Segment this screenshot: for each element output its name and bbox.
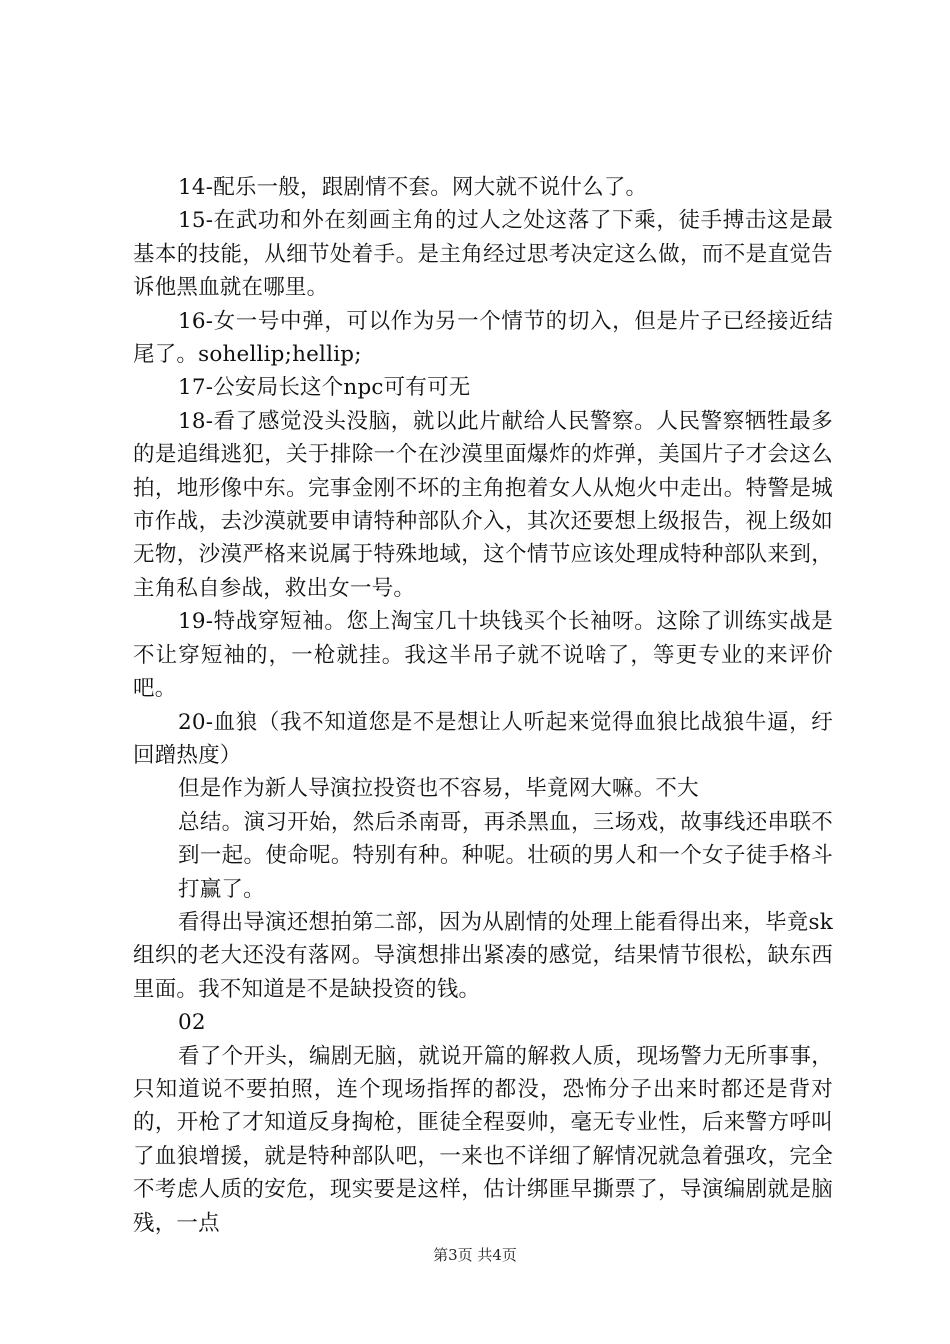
paragraph-summary: 总结。演习开始，然后杀南哥，再杀黑血，三场戏，故事线还串联不到一起。使命呢。特别有种。种呢。壮硕的男人和一个女子徒手格斗打赢了。 bbox=[178, 809, 833, 902]
paragraph-20: 20-血狼（我不知道您是不是想让人听起来觉得血狼比战狼牛逼，纡回蹭热度） bbox=[133, 709, 833, 768]
paragraph-18: 18-看了感觉没头没脑，就以此片献给人民警察。人民警察牺牲最多的是追缉逃犯，关于排除一个在沙漠里面爆炸的炸弹，美国片子才会这么拍，地形像中东。完事金刚不坏的主角抱着女人从炮火中走出。特警是城市作战，去沙漠就要申请特种部队介入，其次还要想上级报告，视上级如无物，沙漠严格来说属于特殊地域，这个情节应该处理成特种部队来到，主角私自参战，救出女一号。 bbox=[133, 408, 833, 601]
section-number: 02 bbox=[178, 1010, 206, 1036]
paragraph-14: 14-配乐一般，跟剧情不套。网大就不说什么了。 bbox=[178, 175, 648, 200]
paragraph-19: 19-特战穿短袖。您上淘宝几十块钱买个长袖呀。这除了训练实战是不让穿短袖的，一枪就挂。我这半吊子就不说啥了，等更专业的来评价吧。 bbox=[133, 609, 833, 702]
page-footer: 第3页 共4页 bbox=[433, 1246, 517, 1264]
paragraph-16: 16-女一号中弹，可以作为另一个情节的切入，但是片子已经接近结尾了。sohellip;hellip; bbox=[133, 308, 833, 368]
paragraph-sequel: 看得出导演还想拍第二部，因为从剧情的处理上能看得出来，毕竟sk组织的老大还没有落网。导演想排出紧凑的感觉，结果情节很松，缺东西里面。我不知道是不是缺投资的钱。 bbox=[133, 909, 833, 1002]
document-body bbox=[133, 171, 833, 1240]
paragraph-15: 15-在武功和外在刻画主角的过人之处这落了下乘，徒手搏击这是最基本的技能，从细节处着手。是主角经过思考决定这么做，而不是直觉告诉他黑血就在哪里。 bbox=[133, 208, 833, 301]
paragraph-17: 17-公安局长这个npc可有可无 bbox=[178, 375, 471, 401]
paragraph-investment: 但是作为新人导演拉投资也不容易，毕竟网大嘛。不大 bbox=[178, 776, 699, 802]
paragraph-opening-critique: 看了个开头，编剧无脑，就说开篇的解救人质，现场警力无所事事，只知道说不要拍照，连个现场指挥的都没，恐怖分子出来时都还是背对的，开枪了才知道反身掏枪，匪徒全程耍帅，毫无专业性，后来警方呼叫了血狼增援，就是特种部队吧，一来也不详细了解情况就急着强攻，完全不考虑人质的安危，现实要是这样，估计绑匪早撕票了，导演编剧就是脑残，一点 bbox=[133, 1043, 833, 1236]
